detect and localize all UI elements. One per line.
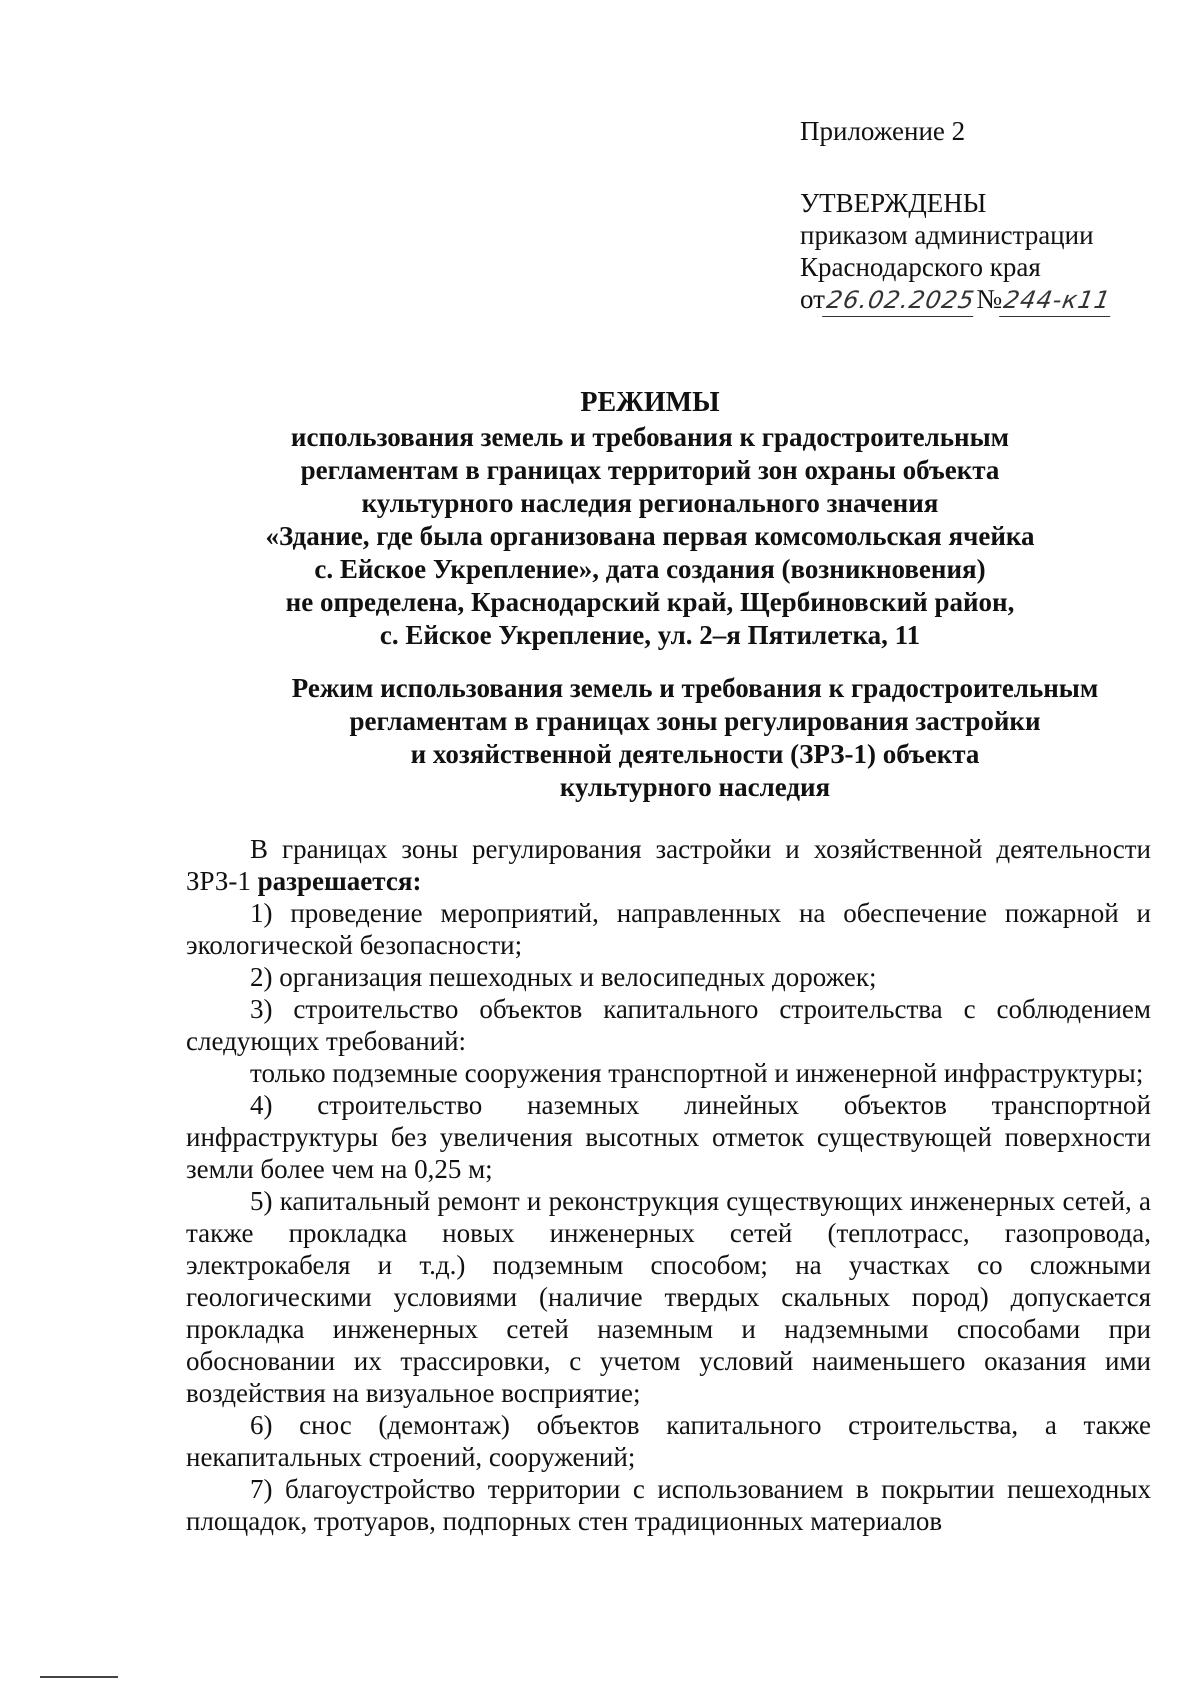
section-heading-line: культурного наследия [559,772,831,802]
intro-bold-text: разрешается: [257,866,422,896]
scan-edge-mark [40,1676,118,1678]
approved-label: УТВЕРЖДЕНЫ [800,188,987,218]
title-line: культурного наследия регионального значения [361,488,939,518]
appendix-label: Приложение 2 [800,116,966,146]
title-line: использования земель и требования к градостроительным [290,422,1010,452]
section-heading-line: регламентам в границах зоны регулирования застройки [349,706,1041,736]
list-item: 7) благоустройство территории с использованием в покрытии пешеходных площадок, тротуаров, подпорных стен традиционных материалов [186,1474,1151,1536]
document-title-block [150,386,1150,652]
title-line: не определена, Краснодарский край, Щербиновский район, [285,587,1015,617]
document-title: РЕЖИМЫ [580,387,720,418]
list-item: 2) организация пешеходных и велосипедных дорожек; [250,962,877,992]
approval-date-line [800,283,1160,317]
title-line: с. Ейское Укрепление», дата создания (возникновения) [314,554,986,584]
approval-issuer-line-2: Краснодарского края [800,252,1041,282]
title-line: с. Ейское Укрепление, ул. 2–я Пятилетка, 11 [379,620,921,650]
document-body [186,833,1151,1537]
number-prefix: № [976,284,1003,314]
list-item: 3) строительство объектов капитального строительства с соблюдением следующих требований: [186,994,1151,1056]
handwritten-date: 26.02.2025 [822,284,979,317]
section-heading-line: и хозяйственной деятельности (ЗРЗ-1) объекта [410,739,980,769]
section-heading-block [245,672,1145,804]
handwritten-number: 244-к11 [999,284,1115,317]
intro-text: В границах зоны регулирования застройки и хозяйственной деятельности ЗРЗ-1 [186,834,1151,896]
approval-block [800,115,1160,317]
list-item: 4) строительство наземных линейных объектов транспортной инфраструктуры без увеличения высотных отметок существующей поверхности земли более чем на 0,25 м; [186,1090,1151,1184]
title-line: «Здание, где была организована первая комсомольская ячейка [265,521,1035,551]
approval-issuer-line-1: приказом администрации [800,220,1094,250]
list-item: 1) проведение мероприятий, направленных на обеспечение пожарной и экологической безопасности; [186,898,1151,960]
intro-paragraph [186,833,1151,897]
list-item: только подземные сооружения транспортной и инженерной инфраструктуры; [250,1058,1144,1088]
section-heading-line: Режим использования земель и требования к градостроительным [291,673,1099,703]
title-line: регламентам в границах территорий зон охраны объекта [300,455,1000,485]
list-item: 6) снос (демонтаж) объектов капитального строительства, а также некапитальных строений, сооружений; [186,1410,1151,1472]
date-prefix: от [800,284,825,314]
list-item: 5) капитальный ремонт и реконструкция существующих инженерных сетей, а также прокладка новых инженерных сетей (теплотрасс, газопровода, электрокабеля и т.д.) подземным способом; на участках со сложными геологическими условиями (наличие твердых скальных пород) допускается прокладка инженерных сетей наземным и надземными способами при обосновании их трассировки, с учетом условий наименьшего оказания ими воздействия на визуальное восприятие; [186,1186,1151,1408]
